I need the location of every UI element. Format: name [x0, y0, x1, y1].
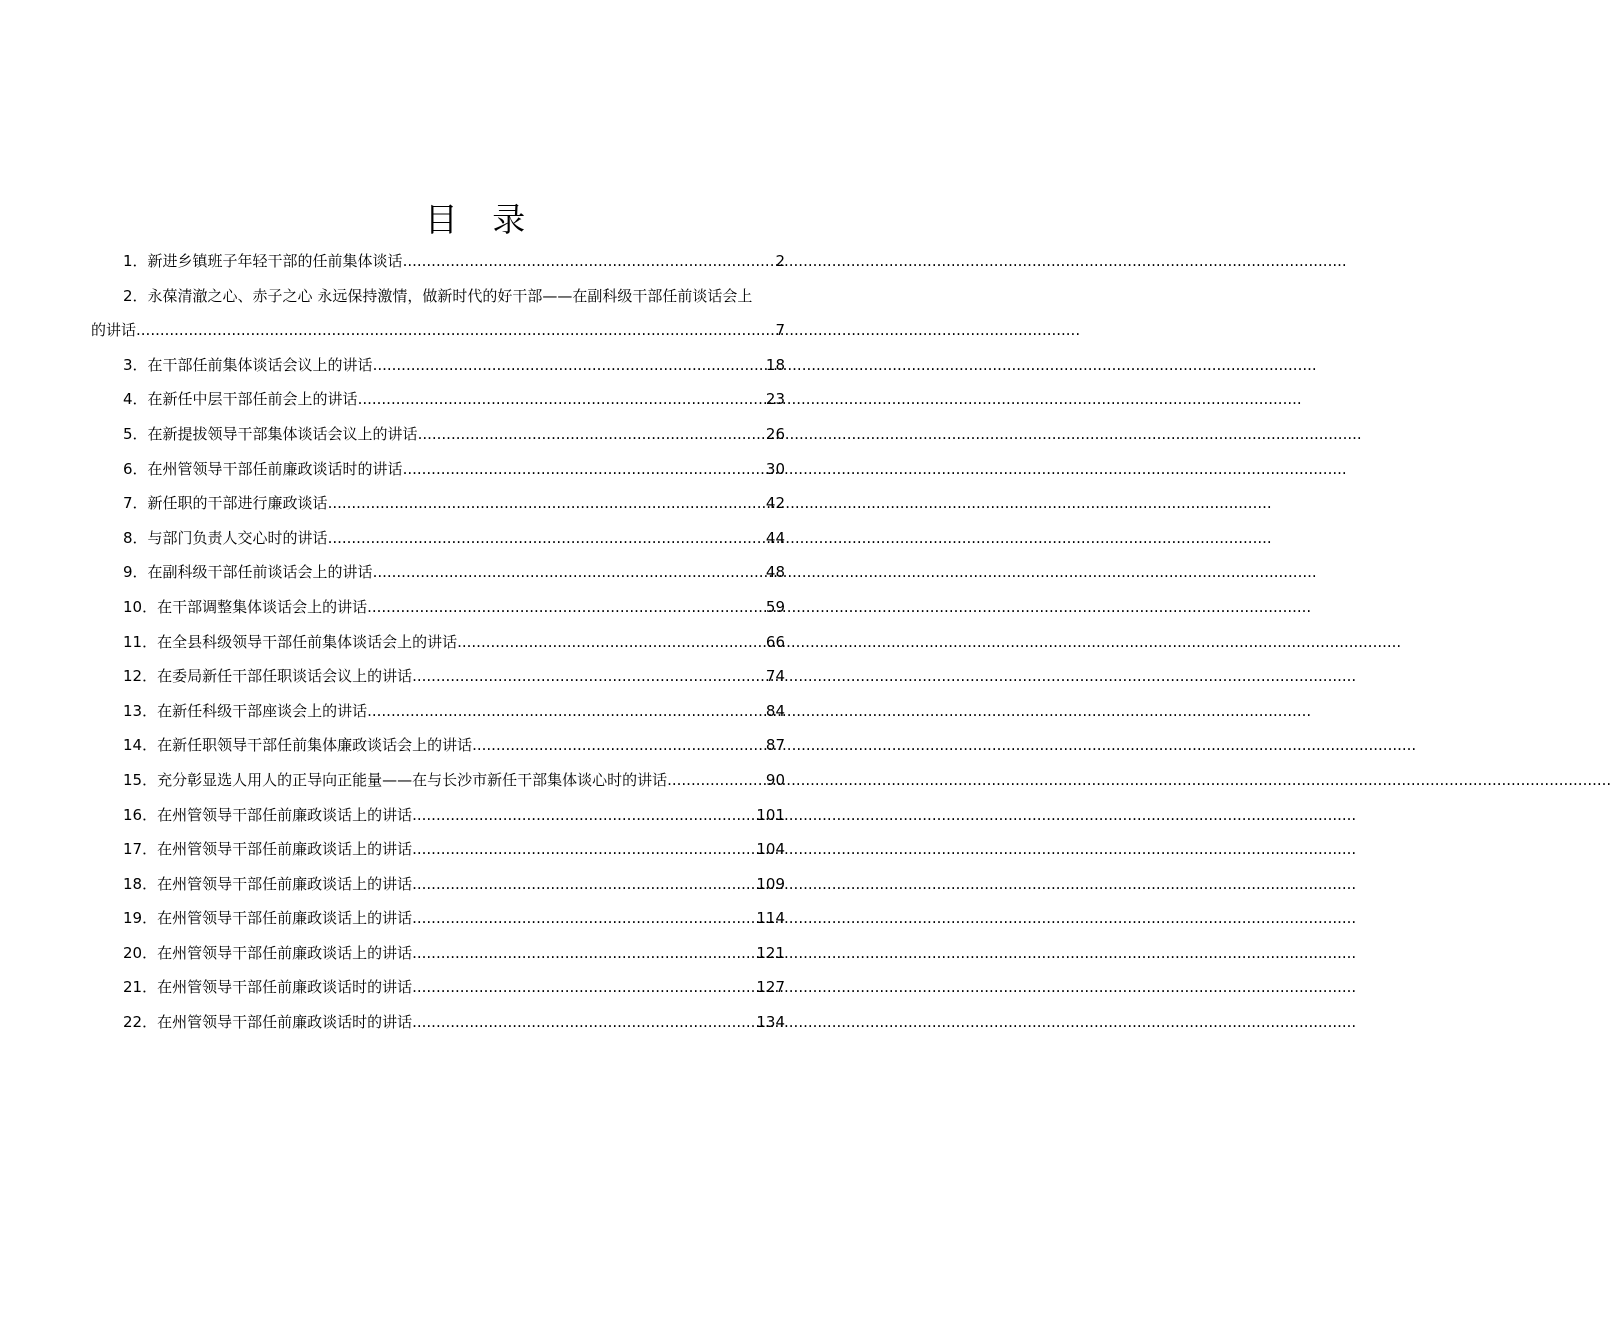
toc-entry-number: 18． [123, 874, 158, 893]
dot-leader [457, 625, 766, 660]
toc-entry-number: 3． [123, 355, 148, 374]
toc-entry-page: 66 [765, 632, 785, 651]
dot-leader [136, 313, 775, 348]
dot-leader [412, 1005, 756, 1040]
toc-entry-number: 7． [123, 494, 148, 513]
toc-entry-number: 2． [123, 286, 148, 305]
toc-entry-title: 在州管领导干部任前廉政谈话上的讲话 [157, 840, 413, 859]
toc-entry[interactable] [91, 798, 785, 833]
toc-entry[interactable] [91, 694, 785, 729]
toc-entry-title: 在干部任前集体谈话会议上的讲话 [147, 355, 373, 374]
toc-entry-title: 在州管领导干部任前廉政谈话时的讲话 [147, 459, 403, 478]
toc-entry-number: 22． [123, 1013, 158, 1032]
toc-entry-title: 在委局新任干部任职谈话会议上的讲话 [157, 667, 413, 686]
toc-entry-title-continued: 的讲话 [91, 321, 137, 340]
toc-entry-title: 新任职的干部进行廉政谈话 [147, 494, 328, 513]
toc-title: 目 录 [424, 200, 538, 240]
toc-entry-number: 11． [123, 632, 158, 651]
toc-entry[interactable] [91, 244, 785, 279]
toc-entry[interactable] [91, 832, 785, 867]
toc-entry[interactable] [91, 936, 785, 971]
dot-leader [403, 244, 776, 279]
toc-entry-page: 59 [765, 597, 785, 616]
toc-entry-page: 114 [756, 909, 785, 928]
dot-leader [403, 452, 766, 487]
toc-entry[interactable] [91, 867, 785, 902]
toc-entry-title: 在州管领导干部任前廉政谈话上的讲话 [157, 943, 413, 962]
toc-entry[interactable] [91, 970, 785, 1005]
toc-entry-page: 87 [765, 736, 785, 755]
toc-entry-title: 在州管领导干部任前廉政谈话上的讲话 [157, 874, 413, 893]
toc-entry-number: 10． [123, 597, 158, 616]
toc-entry-number: 19． [123, 909, 158, 928]
toc-entry-page: 18 [765, 355, 785, 374]
toc-entry-number: 16． [123, 805, 158, 824]
dot-leader [412, 659, 766, 694]
toc-entry[interactable] [91, 348, 785, 383]
toc-entry-title: 在全县科级领导干部任前集体谈话会上的讲话 [157, 632, 458, 651]
toc-entry-number: 17． [123, 840, 158, 859]
toc-entry-page: 48 [765, 563, 785, 582]
toc-entry-page: 134 [756, 1013, 785, 1032]
toc-entry[interactable] [91, 1005, 785, 1040]
toc-entry-page: 44 [765, 528, 785, 547]
toc-entry[interactable] [91, 625, 785, 660]
toc-entry-title: 充分彰显选人用人的正导向正能量——在与长沙市新任干部集体谈心时的讲话 [157, 770, 668, 789]
toc-entry-title: 与部门负责人交心时的讲话 [147, 528, 328, 547]
dot-leader [412, 798, 756, 833]
toc-entry[interactable] [91, 279, 785, 348]
toc-entry-title: 在干部调整集体谈话会上的讲话 [157, 597, 368, 616]
toc-entry-title: 在新任职领导干部任前集体廉政谈话会上的讲话 [157, 736, 473, 755]
dot-leader [328, 486, 766, 521]
toc-entry[interactable] [91, 901, 785, 936]
toc-entry-page: 127 [756, 978, 785, 997]
toc-entry-title: 在州管领导干部任前廉政谈话时的讲话 [157, 978, 413, 997]
toc-entry-number: 13． [123, 701, 158, 720]
toc-entry[interactable] [91, 486, 785, 521]
toc-entry-page: 109 [756, 874, 785, 893]
toc-entry[interactable] [91, 452, 785, 487]
toc-entry-number: 8． [123, 528, 148, 547]
dot-leader [358, 382, 766, 417]
dot-leader [667, 763, 766, 798]
toc-entry-number: 6． [123, 459, 148, 478]
dot-leader [367, 694, 766, 729]
toc-entry-page: 101 [756, 805, 785, 824]
toc-entry-page: 104 [756, 840, 785, 859]
toc-entry-page: 30 [765, 459, 785, 478]
toc-entry[interactable] [91, 763, 785, 798]
dot-leader [412, 901, 756, 936]
toc-entry-title: 新进乡镇班子年轻干部的任前集体谈话 [147, 252, 403, 270]
dot-leader [412, 970, 756, 1005]
toc-entry-title: 在州管领导干部任前廉政谈话上的讲话 [157, 909, 413, 928]
dot-leader [412, 867, 756, 902]
toc-entry-number: 4． [123, 390, 148, 409]
dot-leader [412, 936, 756, 971]
dot-leader [373, 348, 766, 383]
toc-entry-title: 在州管领导干部任前廉政谈话时的讲话 [157, 1013, 413, 1032]
toc-entry-number: 12． [123, 667, 158, 686]
dot-leader [412, 832, 756, 867]
toc-entry-number: 5． [123, 424, 148, 443]
toc-entry-page: 2 [775, 252, 785, 270]
toc-entry[interactable] [91, 555, 785, 590]
toc-entry-title: 在新任中层干部任前会上的讲话 [147, 390, 358, 409]
toc-entry[interactable] [91, 382, 785, 417]
toc-entry-page: 74 [765, 667, 785, 686]
toc-entry-title: 在副科级干部任前谈话会上的讲话 [147, 563, 373, 582]
toc-entry-number: 20． [123, 943, 158, 962]
toc-entry-page: 90 [765, 770, 785, 789]
toc-entry-number: 21． [123, 978, 158, 997]
toc-entry-title: 在新任科级干部座谈会上的讲话 [157, 701, 368, 720]
dot-leader [328, 521, 766, 556]
toc-entry[interactable] [91, 728, 785, 763]
toc-entry-page: 42 [765, 494, 785, 513]
toc-entry-number: 15． [123, 770, 158, 789]
toc-entry-page: 26 [765, 424, 785, 443]
toc-entry[interactable] [91, 659, 785, 694]
toc-entry-title: 在州管领导干部任前廉政谈话上的讲话 [157, 805, 413, 824]
toc-list [91, 244, 785, 1040]
toc-entry[interactable] [91, 417, 785, 452]
dot-leader [418, 417, 766, 452]
toc-entry[interactable] [91, 590, 785, 625]
dot-leader [373, 555, 766, 590]
toc-entry-page: 23 [765, 390, 785, 409]
toc-entry-page: 7 [775, 321, 785, 340]
toc-entry-title: 永葆清澈之心、赤子之心 永远保持激情，做新时代的好干部——在副科级干部任前谈话会上 [147, 286, 753, 305]
toc-entry-number: 14． [123, 736, 158, 755]
toc-entry-number: 1． [123, 252, 148, 270]
toc-entry-title: 在新提拔领导干部集体谈话会议上的讲话 [147, 424, 418, 443]
toc-entry-page: 121 [756, 943, 785, 962]
dot-leader [367, 590, 766, 625]
dot-leader [472, 728, 766, 763]
toc-entry-number: 9． [123, 563, 148, 582]
toc-entry[interactable] [91, 521, 785, 556]
toc-entry-page: 84 [765, 701, 785, 720]
